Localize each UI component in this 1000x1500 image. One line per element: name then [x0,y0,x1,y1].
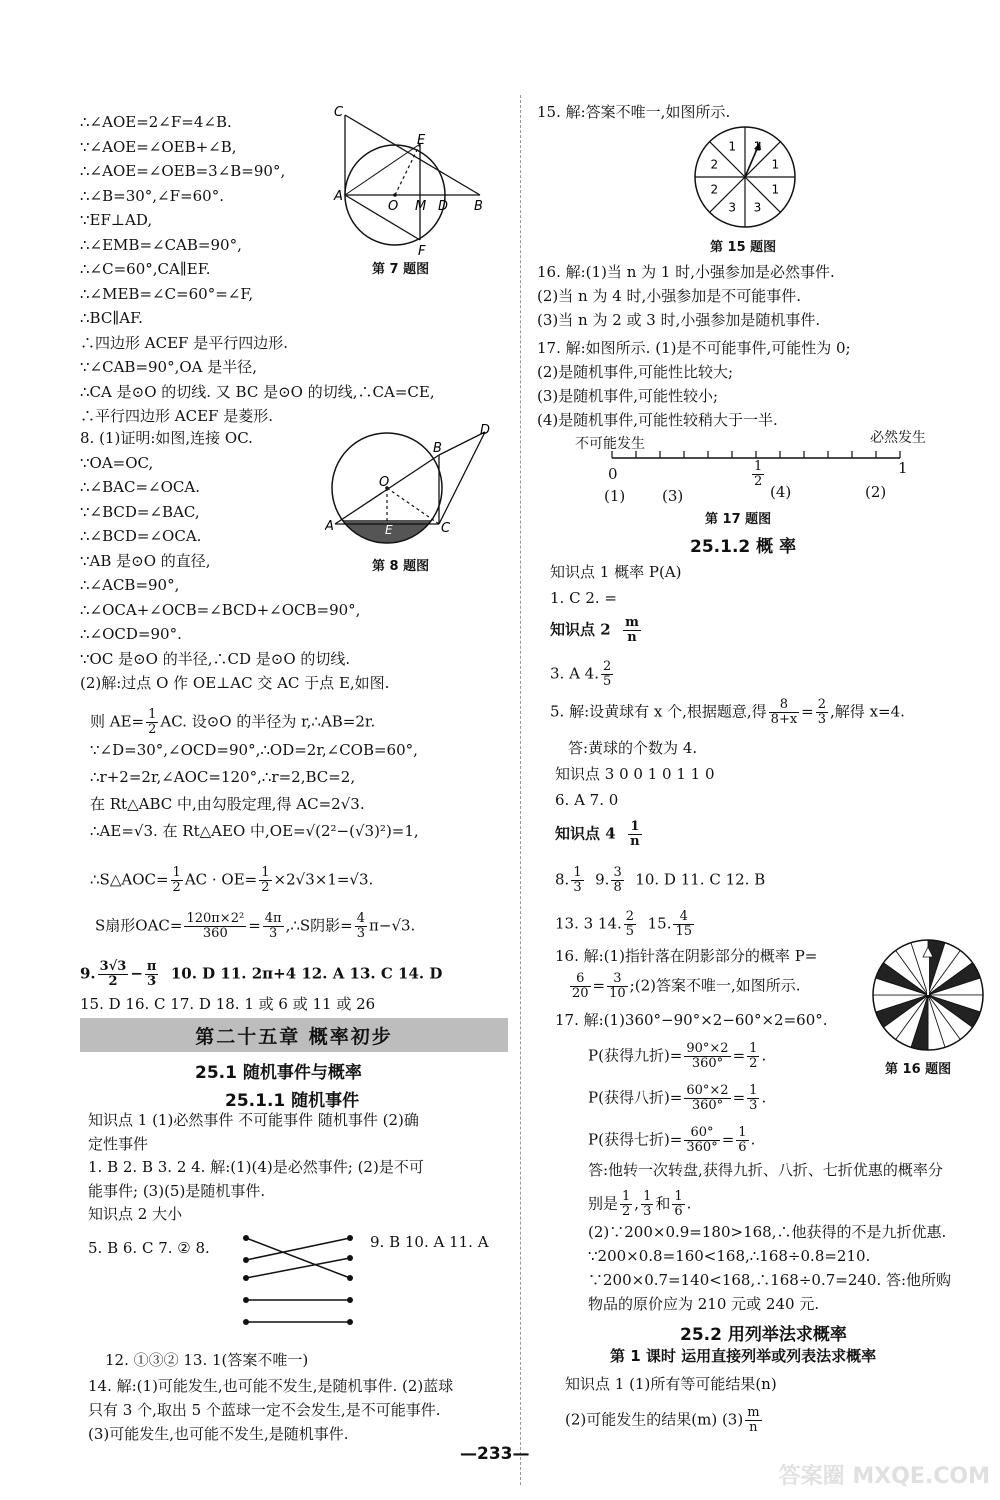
matching-figure [238,1228,358,1333]
column-divider [520,95,521,1485]
answer-line2: 别是 $\frac{1}{2}$ , $\frac{1}{3}$ 和 $\frac{1}{6}$ . [588,1189,692,1219]
spinner15-number: 3 [728,200,737,215]
q15-left-line: 15. D 16. C 17. D 18. 1 或 6 或 11 或 26 [80,995,376,1013]
fig7-label-e: E [417,133,426,148]
watermark-logo: 答案圈 MXQE.COM [778,1464,990,1489]
fig15-caption: 第 15 题图 [710,240,777,255]
fig17-caption: 第 17 题图 [705,512,772,527]
left-q8-line: (2)解:过点 O 作 OE⊥AC 交 AC 于点 E,如图. [80,674,390,692]
left-kp1-line: 定性事件 [88,1134,149,1153]
q5-right-answer: 答:黄球的个数为 4. [568,739,698,757]
figure-8 [325,420,505,550]
q8-ae-line: 则 AE= $\frac{1}{2}$ AC. 设⊙O 的半径为 r,∴AB=2r. [90,707,376,737]
left-q7-line: ∴平行四边形 ACEF 是菱形. [80,407,273,425]
left-kp1-line: 知识点 2 大小 [88,1205,183,1223]
left-q7-line: ∴BC∥AF. [80,309,143,327]
spinner-15 [690,122,800,232]
q3-right: 3. A 4. $\frac{2}{5}$ [550,659,612,689]
left-q7-line: ∴∠C=60°,CA∥EF. [80,260,211,278]
p9-line: P(获得九折)= $\frac{90^\circ\times 2}{360^\circ}$ = $\frac{1}{2}$ . [588,1041,767,1071]
chapter-title: 第二十五章 概率初步 [80,1018,508,1052]
fig8-label-c: C [441,521,451,536]
left-q7-line: ∵EF⊥AD, [80,211,153,229]
left-q8-line: ∴∠BCD=∠OCA. [80,527,202,545]
spinner-16 [868,935,988,1055]
kp3-right: 知识点 3 0 0 1 0 1 1 0 [555,765,715,783]
fig8-label-a: A [325,519,334,534]
left-q7-line: ∴∠AOE=∠OEB=3∠B=90°, [80,162,286,180]
right-q17c-line: ∵200×0.7=140<168,∴168÷0.7=240. 答:他所购 [588,1271,952,1289]
figure-7 [330,100,490,260]
left-q7-line: ∴∠MEB=∠C=60°=∠F, [80,284,254,303]
left-q14-line: 只有 3 个,取出 5 个蓝球一定不会发生,是不可能事件. [88,1401,441,1419]
q13-right: 13. 3 14. $\frac{2}{5}$ 15. $\frac{4}{15}$ [555,909,693,939]
left-q7-line: ∴四边形 ACEF 是平行四边形. [80,333,288,352]
fig8-label-b: B [433,441,442,456]
left-kp1-line: 1. B 2. B 3. 2 4. 解:(1)(4)是必然事件; (2)是不可 [88,1158,424,1176]
kp4-right: 知识点 4 $\frac{1}{n}$ [555,819,640,849]
spinner15-number: 2 [710,182,719,197]
kp1c-right: (2)可能发生的结果(m) (3) $\frac{m}{n}$ [565,1405,760,1435]
spinner15-number: 2 [710,157,719,172]
q12-left-line: 12. ①③② 13. 1(答案不唯一) [105,1351,309,1369]
q6-right: 6. A 7. 0 [555,791,619,809]
spinner15-number: 1 [771,157,780,172]
right-q17-line: (4)是随机事件,可能性较稍大于一半. [537,411,778,429]
left-q7-line: ∴CA 是⊙O 的切线. 又 BC 是⊙O 的切线,∴CA=CE, [80,382,435,401]
left-q8b-line: ∴r+2=2r,∠AOC=120°,∴r=2,BC=2, [90,768,356,786]
spinner15-number: 1 [771,182,780,197]
left-q7-line: ∴∠AOE=2∠F=4∠B. [80,113,232,131]
q1-right: 1. C 2. = [550,589,617,607]
fig8-label-d: D [480,423,491,438]
numline-right-label: 必然发生 [870,430,926,446]
numline-left-label: 不可能发生 [575,436,645,452]
fig7-label-c: C [334,105,344,120]
page-number: —233— [460,1444,530,1464]
left-q8-line: ∵AB 是⊙O 的直径, [80,551,211,570]
right-q16-line: (3)当 n 为 2 或 3 时,小强参加是随机事件. [537,311,821,329]
numline-mark-4: (4) [770,483,792,501]
right-q17c-line: 物品的原价应为 210 元或 240 元. [588,1295,820,1313]
left-q8-line: ∴∠OCA+∠OCB=∠BCD+∠OCB=90°, [80,600,361,619]
left-q7-line: ∵∠CAB=90°,OA 是半径, [80,358,258,376]
fig7-label-a: A [334,189,343,204]
q17b-line: 17. 解:(1)360°−90°×2−60°×2=60°. [555,1011,828,1029]
left-q8b-line: 在 Rt△ABC 中,由勾股定理,得 AC=2√3. [90,795,365,813]
fig8-label-o: O [379,475,390,490]
fig7-caption: 第 7 题图 [372,262,430,277]
answer-line1: 答:他转一次转盘,获得九折、八折、七折优惠的概率分 [588,1161,943,1179]
right-q17c-line: ∵200×0.8=160<168,∴168÷0.8=210. [588,1247,871,1265]
left-q8-line: ∴∠OCD=90°. [80,625,182,643]
right-q16-line: (2)当 n 为 4 时,小强参加是不可能事件. [537,287,802,305]
numline-one: 1 [898,459,908,477]
numline-mark-1: (1) [604,487,626,505]
numline-zero: 0 [608,465,618,483]
q15-right-line: 15. 解:答案不唯一,如图所示. [537,103,731,121]
left-kp1-line: 能事件; (3)(5)是随机事件. [88,1181,266,1200]
spinner15-number: 1 [753,139,762,154]
fig7-label-f: F [418,244,426,259]
left-q8-line: ∵OA=OC, [80,453,154,472]
left-q14-line: (3)可能发生,也可能不发生,是随机事件. [88,1425,349,1443]
fig7-label-b: B [474,199,483,214]
right-q17-line: (3)是随机事件,可能性较小; [537,387,719,405]
section-25-2: 25.2 用列举法求概率 [680,1325,847,1345]
right-q17-line: 17. 解:如图所示. (1)是不可能事件,可能性为 0; [537,339,851,357]
right-q17c-line: (2)∵200×0.9=180>168,∴他获得的不是九折优惠. [588,1223,947,1241]
q9-line: 9. $\frac{3√3}{2}$ − $\frac{\pi}{3}$ 10. D 11. 2π+4 12. A 13. C 14. D [80,959,443,989]
p8-line: P(获得八折)= $\frac{60^\circ\times 2}{360^\circ}$ = $\frac{1}{3}$ . [588,1083,767,1113]
kp2-right: 知识点 2 $\frac{m}{n}$ [550,615,639,645]
q8-right: 8. $\frac{1}{3}$ 9. $\frac{3}{8}$ 10. D 11. C 12. B [555,865,766,895]
kp1b-right: 知识点 1 (1)所有等可能结果(n) [565,1375,777,1393]
fig8-caption: 第 8 题图 [372,559,430,574]
right-q17-line: (2)是随机事件,可能性比较大; [537,363,734,381]
p7-line: P(获得七折)= $\frac{60^\circ}{360^\circ}$ = $\frac{1}{6}$ . [588,1125,756,1155]
right-q16-line: 16. 解:(1)当 n 为 1 时,小强参加是必然事件. [537,263,835,281]
left-q8-line: 8. (1)证明:如图,连接 OC. [80,429,253,447]
left-q7-line: ∴∠EMB=∠CAB=90°, [80,235,242,254]
section-25-1-2: 25.1.2 概 率 [690,537,797,557]
section-25-1: 25.1 随机事件与概率 [195,1063,362,1083]
q16b-line1: 16. 解:(1)指针落在阴影部分的概率 P= [555,947,818,965]
numline-mark-3: (3) [662,487,684,505]
left-q8-line: ∴∠BAC=∠OCA. [80,478,200,496]
q5-left-line: 5. B 6. C 7. ② 8. [88,1239,210,1257]
q8-sector-line: S扇形OAC= $\frac{\text{120π×2²}}{360}$ = $\frac{4\pi}{3}$ ,∴S阴影= $\frac{4}{3}$ π−√3. [95,911,416,941]
spinner15-number: 1 [728,139,737,154]
left-q14-line: 14. 解:(1)可能发生,也可能不发生,是随机事件. (2)蓝球 [88,1377,454,1395]
left-q7-line: ∴∠B=30°,∠F=60°. [80,186,224,205]
left-q8-line: ∴∠ACB=90°, [80,576,180,594]
fig7-label-d: D [438,199,449,214]
numline-mark-2: (2) [865,483,887,501]
left-q8-line: ∵∠BCD=∠BAC, [80,502,200,521]
q9b-left-line: 9. B 10. A 11. A [370,1233,489,1251]
section-25-1-1: 25.1.1 随机事件 [225,1091,360,1111]
fig16-caption: 第 16 题图 [885,1062,952,1077]
numline-half: $\frac{1}{2}$ [754,459,763,489]
q5-right: 5. 解:设黄球有 x 个,根据题意,得 $\frac{8}{8+x}$ = $\frac{2}{3}$ ,解得 x=4. [550,697,905,727]
left-q8b-line: ∴AE=√3. 在 Rt△AEO 中,OE=√(2²−(√3)²)=1, [90,822,419,840]
lesson-1-title: 第 1 课时 运用直接列举或列表法求概率 [610,1347,877,1365]
left-kp1-line: 知识点 1 (1)必然事件 不可能事件 随机事件 (2)确 [88,1111,419,1129]
q8-area-line: ∴S△AOC= $\frac{1}{2}$ AC · OE= $\frac{1}{2}$ ×2√3×1=√3. [90,865,374,895]
fig8-label-e: E [385,523,393,537]
left-q8-line: ∵OC 是⊙O 的半径,∴CD 是⊙O 的切线. [80,649,351,668]
q16b-line2: $\frac{6}{20}$ = $\frac{3}{10}$ ;(2)答案不唯一,如图所示. [572,971,801,1001]
fig7-label-o: O [388,199,399,214]
left-q7-line: ∵∠AOE=∠OEB+∠B, [80,137,237,156]
fig7-label-m: M [415,199,427,214]
kp1-right: 知识点 1 概率 P(A) [550,563,682,581]
left-q8b-line: ∵∠D=30°,∠OCD=90°,∴OD=2r,∠COB=60°, [90,741,418,759]
spinner15-number: 3 [753,200,762,215]
